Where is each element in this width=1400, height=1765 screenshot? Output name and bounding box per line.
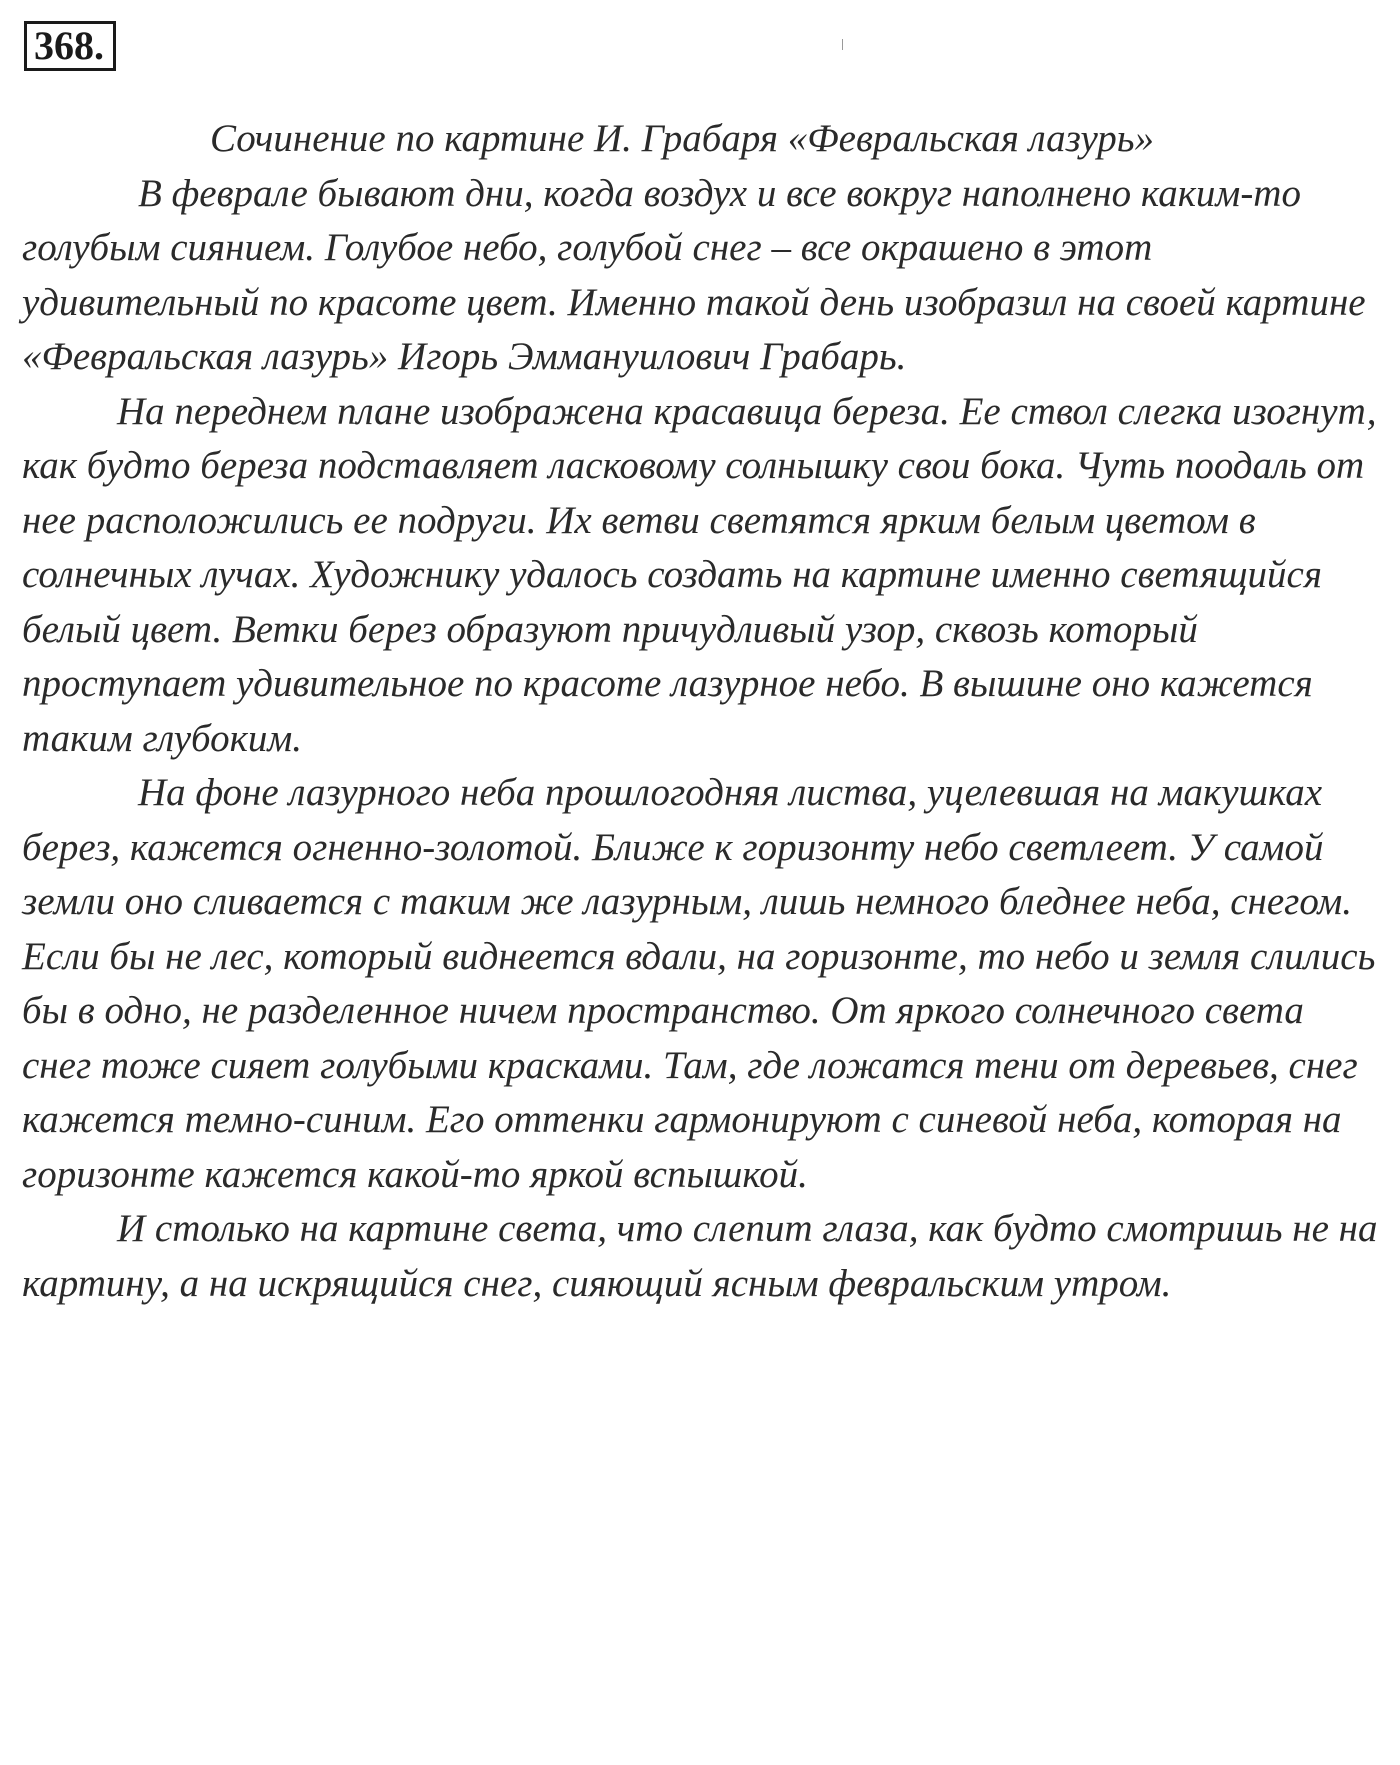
essay bbox=[22, 112, 1382, 1311]
essay-paragraph-1: В феврале бывают дни, когда воздух и все вокруг наполнено каким-то голубым сиянием. Голубое небо, голубой снег – все окрашено в этот удивительный по красоте цвет. Именно такой день изобразил на своей картине «Февральская лазурь» Игорь Эммануилович Грабарь. bbox=[22, 171, 1366, 378]
essay-paragraph-4: И столько на картине света, что слепит глаза, как будто смотришь не на картину, а на искрящийся снег, сияющий ясным февральским утром. bbox=[22, 1207, 1378, 1305]
essay-paragraph-3: На фоне лазурного неба прошлогодняя листва, уцелевшая на макушках берез, кажется огненно-золотой. Ближе к горизонту небо светлеет. У самой земли оно сливается с таким же лазурным, лишь немного бледнее неба, снегом. Если бы не лес, который виднеется вдали, на горизонте, то небо и земля слились бы в одно, не разделенное ничем пространство. От яркого солнечного света снег тоже сияет голубыми красками. Там, где ложатся тени от деревьев, снег кажется темно-синим. Его оттенки гармонируют с синевой неба, которая на горизонте кажется какой-то яркой вспышкой. bbox=[22, 771, 1376, 1196]
page-mark bbox=[842, 39, 843, 50]
essay-title: Сочинение по картине И. Грабаря «Февральская лазурь» bbox=[210, 117, 1155, 160]
exercise-number: 368. bbox=[24, 21, 116, 71]
essay-paragraph-2: На переднем плане изображена красавица береза. Ее ствол слегка изогнут, как будто береза подставляет ласковому солнышку свои бока. Чуть поодаль от нее расположились ее подруги. Их ветви светятся ярким белым цветом в солнечных лучах. Художнику удалось создать на картине именно светящийся белый цвет. Ветки берез образуют причудливый узор, сквозь который проступает удивительное по красоте лазурное небо. В вышине оно кажется таким глубоким. bbox=[22, 389, 1377, 760]
